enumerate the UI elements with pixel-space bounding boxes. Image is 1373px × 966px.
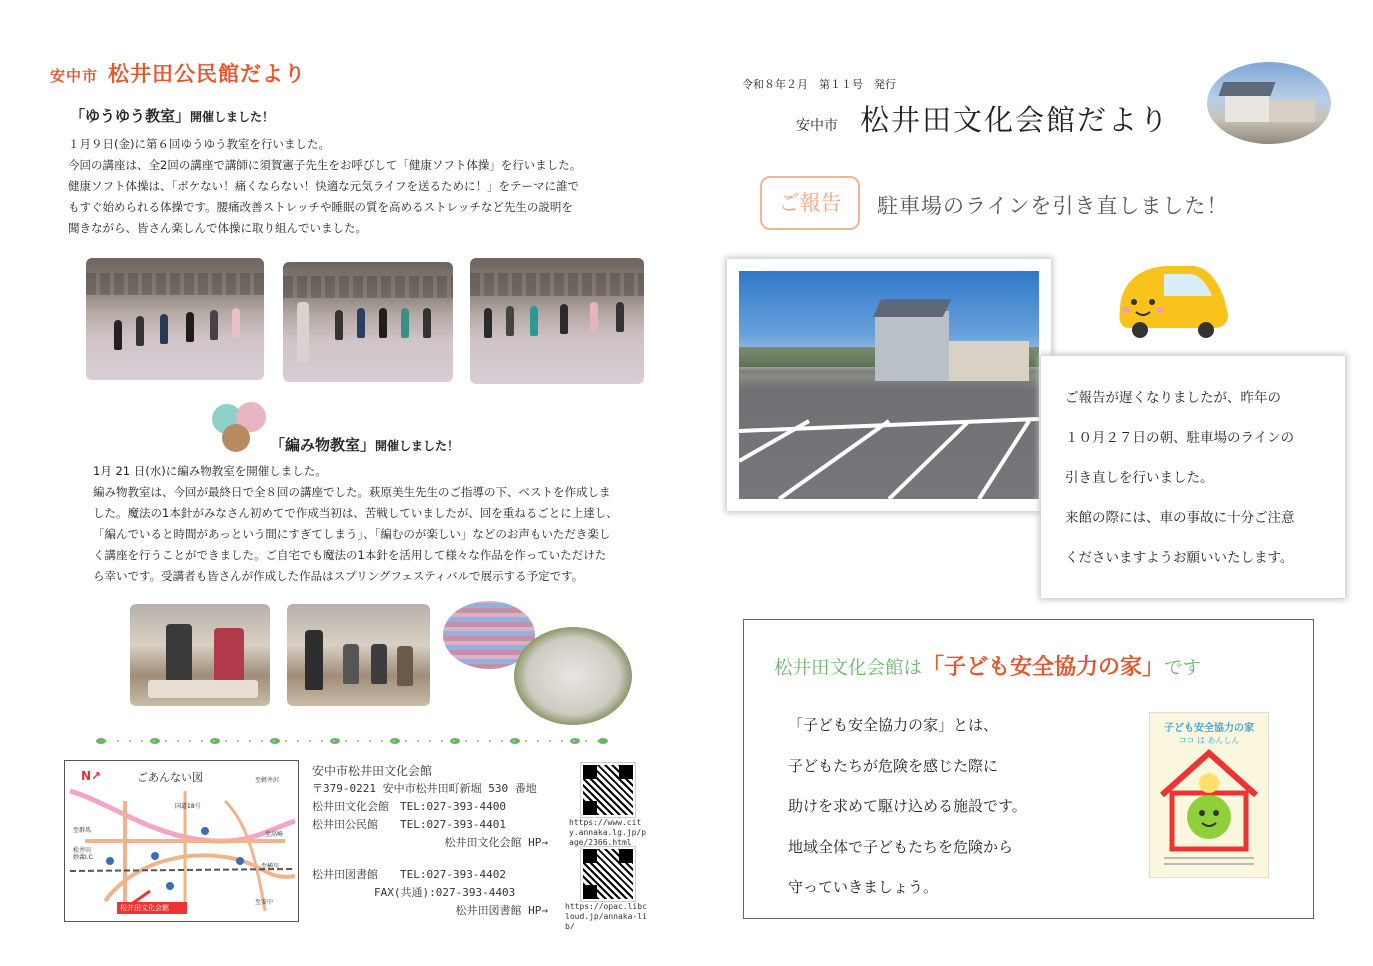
map-label: 松井田妙義I.C: [73, 847, 93, 861]
amimono-line: ら幸いです。受講者も皆さんが作成した作品はスプリングフェスティバルで展示する予定です。: [93, 569, 584, 583]
access-map: [64, 760, 299, 922]
yuyu-line: 聞きながら、皆さん楽しんで体操に取り組んでいました。: [68, 221, 367, 235]
yuyu-line: 今回の講座は、全2回の講座で講師に須賀憲子先生をお呼びして「健康ソフト体操」を行いました。: [68, 158, 582, 172]
kids-line: 助けを求めて駆け込める施設です。: [788, 797, 1027, 815]
amimono-line: く講座を行うことができました。ご自宅でも魔法の1本針を活用して様々な作品を作っていただけた: [93, 548, 607, 562]
yuyu-line: 健康ソフト体操は、「ボケない！痛くならない！快適な元気ライフを送るために！」をテーマに誰で: [68, 179, 580, 193]
map-label: 至横川: [261, 863, 280, 870]
library-qr-url: https://opac.libcloud.jp/annaka-lib/: [565, 902, 647, 931]
parking-notice-text: [1065, 378, 1337, 578]
child-safety-box: [743, 619, 1314, 919]
notice-line: 来館の際には、車の事故に十分ご注意: [1065, 510, 1295, 526]
amimono-heading-text: 「編み物教室」: [270, 436, 376, 454]
yuyu-line: １月９日(金)に第６回ゆうゆう教室を行いました。: [68, 137, 330, 151]
contact-block: [312, 762, 562, 920]
notice-line: くださいますようお願いいたします。: [1065, 550, 1294, 566]
hall-qr-url: https://www.city.annaka.lg.jp/page/2366.html: [569, 818, 647, 847]
amimono-heading-suffix: 開催しました！: [375, 439, 460, 453]
left-title-city: 安中市: [50, 67, 99, 85]
contact-tel-library: 松井田図書館 TEL:027-393-4402: [312, 868, 506, 881]
amimono-body: [93, 461, 638, 587]
notice-line: １０月２７日の朝、駐車場のラインの: [1065, 430, 1295, 446]
child-safety-heading: [774, 650, 1201, 681]
issue-info: 令和８年２月 第１１号 発行: [742, 78, 896, 91]
left-page-title: [50, 58, 306, 88]
right-title-city: 安中市: [796, 118, 838, 134]
contact-fax: FAX(共通):027-393-4403: [374, 886, 516, 899]
knitting-photo-2: [287, 604, 430, 706]
child-safety-head-post: です: [1164, 658, 1202, 679]
parking-photo: [739, 271, 1039, 499]
exercise-photo-3: [470, 258, 644, 384]
contact-tel-hall: 松井田文化会館 TEL:027-393-4400: [312, 800, 506, 813]
contact-org: 安中市松井田文化会館: [312, 764, 433, 778]
notice-line: ご報告が遅くなりましたが、昨年の: [1065, 390, 1281, 406]
kids-line: 守っていきましょう。: [788, 878, 939, 896]
amimono-line: 編み物教室は、今回が最終日で全８回の講座でした。萩原美生先生のご指導の下、ベストを作成しま: [93, 485, 611, 499]
amimono-line: 1月 21 日(水)に編み物教室を開催しました。: [93, 464, 327, 478]
map-label: 国道18号: [175, 803, 201, 810]
library-qr-code[interactable]: [581, 847, 635, 901]
exercise-photo-1: [86, 258, 264, 380]
hall-qr-code[interactable]: [581, 763, 635, 817]
yuyu-line: もすぐ始められる体操です。腰痛改善ストレッチや睡眠の質を高めるストレッチなど先生の説明を: [68, 200, 573, 214]
right-title-main: 松井田文化会館だより: [860, 103, 1171, 137]
child-safety-poster: [1149, 712, 1269, 878]
map-label: 至安中: [255, 899, 274, 906]
contact-address: 〒379-0221 安中市松井田町新堀 530 番地: [312, 782, 537, 795]
report-badge: ご報告: [760, 176, 860, 230]
yuyu-heading-suffix: 開催しました！: [190, 110, 275, 124]
child-safety-head-pre: 松井田文化会館は: [774, 658, 923, 679]
knitting-photo-1: [130, 604, 270, 706]
report-heading: 駐車場のラインを引き直しました！: [877, 194, 1229, 218]
notice-line: 引き直しを行いました。: [1065, 470, 1214, 486]
poster-title: 子ども安全協力の家: [1164, 723, 1254, 734]
poster-subtitle: ココ は あんしん: [1178, 736, 1240, 745]
knitted-garment-2: [514, 627, 632, 725]
hall-hp-link[interactable]: 松井田文化会館 HP→: [444, 836, 548, 849]
library-hp-link[interactable]: 松井田図書館 HP→: [455, 904, 548, 917]
amimono-heading: [270, 434, 459, 455]
exercise-photo-2: [283, 262, 453, 382]
yuyu-heading-text: 「ゆうゆう教室」: [70, 107, 191, 125]
amimono-line: 「編んでいると時間があっという間にすぎてしまう」、「編むのが楽しい」などのお声もいただき楽し: [93, 527, 611, 541]
kids-line: 「子ども安全協力の家」とは、: [788, 716, 999, 734]
parking-notice-box: [1041, 356, 1345, 598]
child-safety-text: [788, 705, 1027, 908]
yarn-balls-icon: [212, 402, 276, 454]
kids-line: 子どもたちが危険を感じた際に: [788, 756, 999, 775]
child-safety-head-em: 「子ども安全協力の家」: [922, 655, 1165, 680]
car-icon: [1110, 258, 1234, 338]
left-title-main: 松井田公民館だより: [108, 62, 307, 86]
yuyu-body: [68, 134, 648, 239]
kids-line: 地域全体で子どもたちを危険から: [788, 837, 1014, 856]
map-label-hall: 松井田文化会館: [120, 904, 169, 912]
parking-photo-frame: [727, 259, 1051, 511]
vine-divider: [95, 735, 610, 747]
right-page-title: [796, 98, 1170, 139]
hall-photo: [1207, 62, 1331, 144]
map-label: 至軽井沢: [255, 777, 280, 784]
map-title: ごあんない図: [137, 771, 203, 784]
map-label: 至高崎: [265, 831, 284, 838]
compass-icon: N↗: [81, 769, 102, 783]
map-label: 至群馬: [73, 827, 92, 834]
amimono-line: した。魔法の1本針がみなさん初めてで作成当初は、苦戦していましたが、回を重ねるごとに上達し、: [93, 506, 618, 520]
contact-tel-kominkan: 松井田公民館 TEL:027-393-4401: [312, 818, 506, 831]
yuyu-heading: [70, 105, 274, 126]
